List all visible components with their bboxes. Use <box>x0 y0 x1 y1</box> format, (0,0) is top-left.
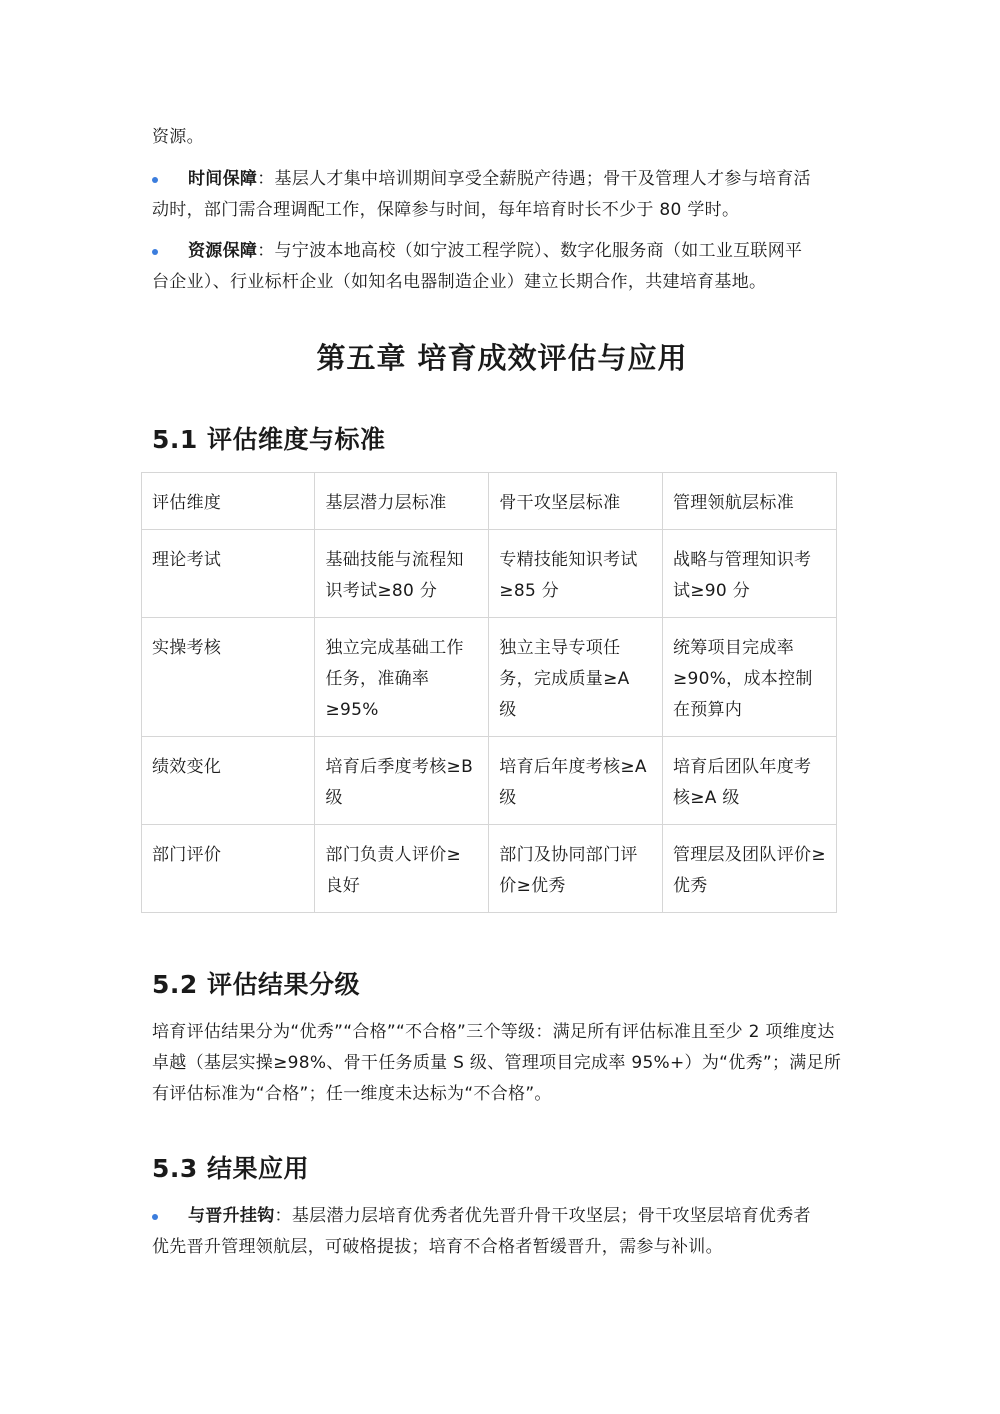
bullet-item-time: 时间保障：基层人才集中培训期间享受全薪脱产待遇；骨干及管理人才参与培育活 动时，部门需合理调配工作，保障参与时间，每年培育时长不少于 80 学时。 <box>152 164 852 226</box>
bullet-item-promotion: 与晋升挂钩：基层潜力层培育优秀者优先晋升骨干攻坚层；骨干攻坚层培育优秀者 优先晋升管理领航层，可破格提拔；培育不合格者暂缓晋升，需参与补训。 <box>152 1201 852 1263</box>
intro-tail-text: 资源。 <box>152 127 204 147</box>
table-cell: 统筹项目完成率≥90%，成本控制在预算内 <box>662 618 836 737</box>
table-cell: 绩效变化 <box>142 737 315 825</box>
table-header-cell: 评估维度 <box>142 473 315 530</box>
paragraph-5-2: 培育评估结果分为“优秀”“合格”“不合格”三个等级：满足所有评估标准且至少 2 项维度达 卓越（基层实操≥98%、骨干任务质量 S 级、管理项目完成率 95%+）为“优秀”；满足所 有评估标准为“合格”；任一维度未达标为“不合格”。 <box>152 1022 842 1104</box>
table-cell: 培育后团队年度考核≥A 级 <box>662 737 836 825</box>
table-cell: 培育后季度考核≥B 级 <box>315 737 489 825</box>
table-cell: 实操考核 <box>142 618 315 737</box>
table-cell: 管理层及团队评价≥优秀 <box>662 825 836 913</box>
bullet-text-cont: 优先晋升管理领航层，可破格提拔；培育不合格者暂缓晋升，需参与补训。 <box>152 1237 723 1257</box>
table-row <box>142 530 837 618</box>
table-cell: 独立主导专项任务，完成质量≥A 级 <box>489 618 663 737</box>
section-heading-5-1: 5.1 评估维度与标准 <box>152 425 386 454</box>
table-row <box>142 618 837 737</box>
table-header-cell: 基层潜力层标准 <box>315 473 489 530</box>
bullet-label: 时间保障 <box>188 169 258 189</box>
table-cell: 专精技能知识考试≥85 分 <box>489 530 663 618</box>
bullet-text: 基层潜力层培育优秀者优先晋升骨干攻坚层；骨干攻坚层培育优秀者 <box>291 1206 811 1226</box>
table-cell: 部门及协同部门评价≥优秀 <box>489 825 663 913</box>
section-heading-5-2: 5.2 评估结果分级 <box>152 970 360 999</box>
bullet-text-cont: 台企业）、行业标杆企业（如知名电器制造企业）建立长期合作，共建培育基地。 <box>152 272 767 292</box>
table-header-cell: 管理领航层标准 <box>662 473 836 530</box>
bullet-dot-icon <box>152 1214 158 1220</box>
bullet-text-cont: 动时，部门需合理调配工作，保障参与时间，每年培育时长不少于 80 学时。 <box>152 200 740 220</box>
table-cell: 部门评价 <box>142 825 315 913</box>
table-cell: 独立完成基础工作任务，准确率≥95% <box>315 618 489 737</box>
table-cell: 培育后年度考核≥A 级 <box>489 737 663 825</box>
evaluation-table <box>141 472 837 913</box>
bullet-item-resource: 资源保障：与宁波本地高校（如宁波工程学院）、数字化服务商（如工业互联网平 台企业）、行业标杆企业（如知名电器制造企业）建立长期合作，共建培育基地。 <box>152 236 852 298</box>
section-heading-5-3: 5.3 结果应用 <box>152 1154 309 1183</box>
table-cell: 理论考试 <box>142 530 315 618</box>
table-row <box>142 825 837 913</box>
table-cell: 部门负责人评价≥良好 <box>315 825 489 913</box>
bullet-text: 基层人才集中培训期间享受全薪脱产待遇；骨干及管理人才参与培育活 <box>274 169 811 189</box>
table-header-cell: 骨干攻坚层标准 <box>489 473 663 530</box>
bullet-label: 资源保障 <box>188 241 258 261</box>
bullet-dot-icon <box>152 177 158 183</box>
table-header-row <box>142 473 837 530</box>
bullet-text: 与宁波本地高校（如宁波工程学院）、数字化服务商（如工业互联网平 <box>274 241 803 261</box>
table-row <box>142 737 837 825</box>
bullet-dot-icon <box>152 249 158 255</box>
table-cell: 战略与管理知识考试≥90 分 <box>662 530 836 618</box>
table-cell: 基础技能与流程知识考试≥80 分 <box>315 530 489 618</box>
bullet-label: 与晋升挂钩 <box>188 1206 275 1226</box>
chapter-title: 第五章 培育成效评估与应用 <box>316 341 688 375</box>
